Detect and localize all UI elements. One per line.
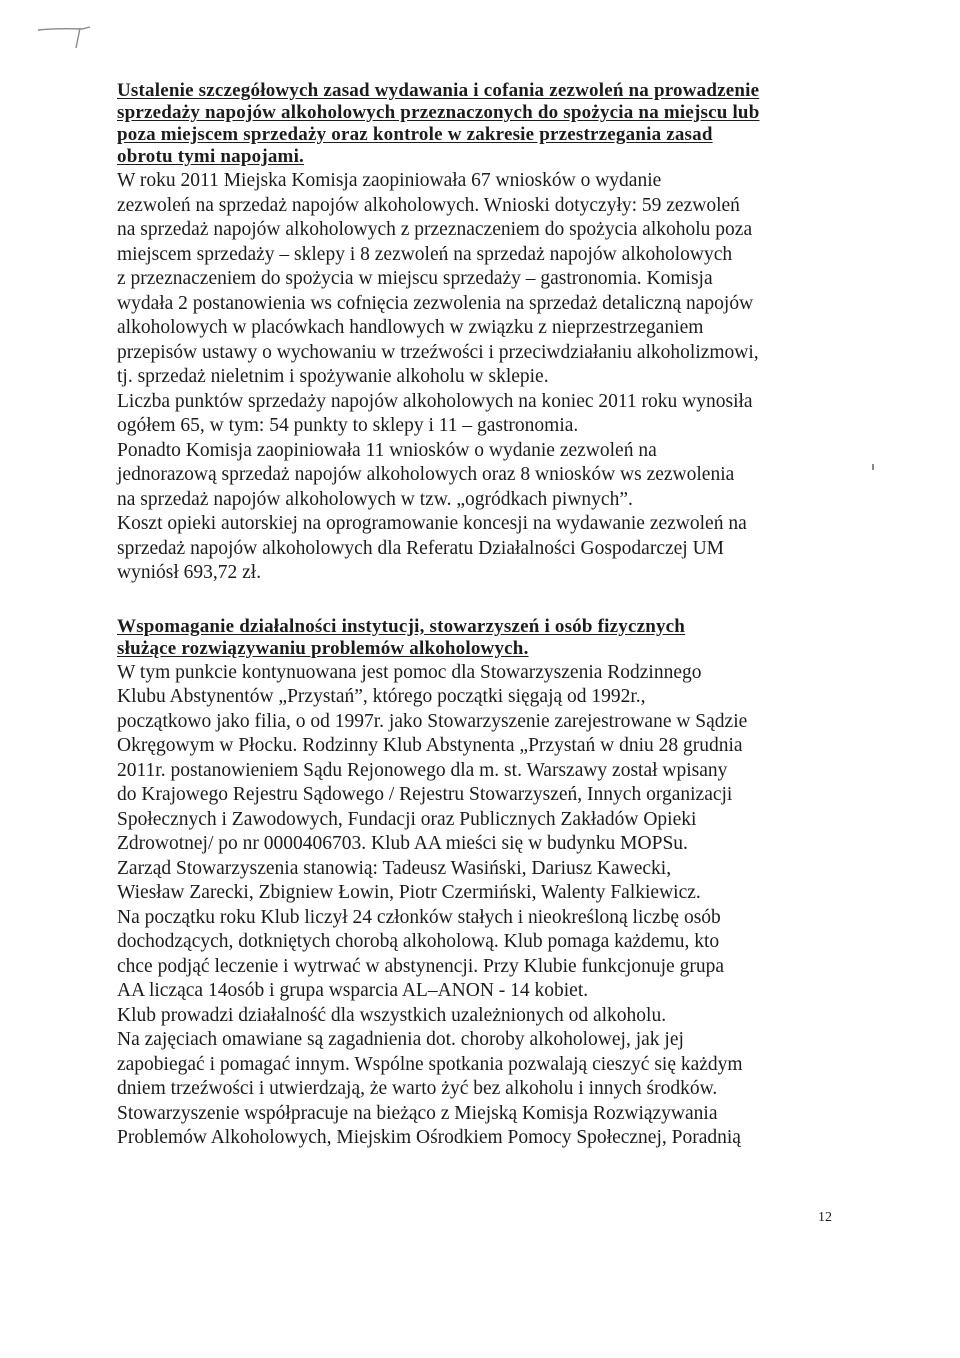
corner-fold-mark [36, 22, 96, 52]
page-number: 12 [818, 1210, 832, 1225]
section-heading: Wspomaganie działalności instytucji, stowarzyszeń i osób fizycznych służące rozwiązywaniu problemów alkoholowych. [117, 615, 686, 659]
section-body: W roku 2011 Miejska Komisja zaopiniowała 67 wniosków o wydanie zezwoleń na sprzedaż napojów alkoholowych. Wnioski dotyczyły: 59 zezwoleń na sprzedaż napojów alkoholowych z przeznaczeniem do spożycia alkoholu poza miejscem sprzedaży – sklepy i 8 zezwoleń na sprzedaż napojów alkoholowych z przeznaczeniem do spożycia w miejscu sprzedaży – gastronomia. Komisja wydała 2 postanowienia ws cofnięcia zezwolenia na sprzedaż detaliczną napojów alkoholowych w placówkach handlowych w związku z nieprzestrzeganiem przepisów ustawy o wychowaniu w trzeźwości i przeciwdziałaniu alkoholizmowi, tj. sprzedaż nieletnim i spożywanie alkoholu w sklepie. Liczba punktów sprzedaży napojów alkoholowych na koniec 2011 roku wynosiła ogółem 65, w tym: 54 punkty to sklepy i 11 – gastronomia. Ponadto Komisja zaopiniowała 11 wniosków o wydanie zezwoleń na jednorazową sprzedaż napojów alkoholowych oraz 8 wniosków ws zezwolenia na sprzedaż napojów alkoholowych w tzw. „ogródkach piwnych”. Koszt opieki autorskiej na oprogramowanie koncesji na wydawanie zezwoleń na sprzedaż napojów alkoholowych dla Referatu Działalności Gospodarczej UM wyniósł 693,72 zł. [117, 170, 759, 583]
scan-artifact [872, 464, 874, 470]
section-alcohol-permits [117, 80, 847, 586]
document-content [117, 80, 847, 1151]
section-heading: Ustalenie szczegółowych zasad wydawania i cofania zezwoleń na prowadzenie sprzedaży napojów alkoholowych przeznaczonych do spożycia na miejscu lub poza miejscem sprzedaży oraz kontrole w zakresie przestrzegania zasad obrotu tymi napojami. [117, 80, 760, 167]
section-support-institutions [117, 616, 847, 1151]
section-body: W tym punkcie kontynuowana jest pomoc dla Stowarzyszenia Rodzinnego Klubu Abstynentów „Przystań”, którego początki sięgają od 1992r., początkowo jako filia, o od 1997r. jako Stowarzyszenie zarejestrowane w Sądzie Okręgowym w Płocku. Rodzinny Klub Abstynenta „Przystań w dniu 28 grudnia 2011r. postanowieniem Sądu Rejonowego dla m. st. Warszawy został wpisany do Krajowego Rejestru Sądowego / Rejestru Stowarzyszeń, Innych organizacji Społecznych i Zawodowych, Fundacji oraz Publicznych Zakładów Opieki Zdrowotnej/ po nr 0000406703. Klub AA mieści się w budynku MOPSu. Zarząd Stowarzyszenia stanowią: Tadeusz Wasiński, Dariusz Kawecki, Wiesław Zarecki, Zbigniew Łowin, Piotr Czermiński, Walenty Falkiewicz. Na początku roku Klub liczył 24 członków stałych i nieokreśloną liczbę osób dochodzących, dotkniętych chorobą alkoholową. Klub pomaga każdemu, kto chce podjąć leczenie i wytrwać w abstynencji. Przy Klubie funkcjonuje grupa AA licząca 14osób i grupa wsparcia AL–ANON - 14 kobiet. Klub prowadzi działalność dla wszystkich uzależnionych od alkoholu. Na zajęciach omawiane są zagadnienia dot. choroby alkoholowej, jak jej zapobiegać i pomagać innym. Wspólne spotkania pozwalają cieszyć się każdym dniem trzeźwości i utwierdzają, że warto żyć bez alkoholu i innych środków. Stowarzyszenie współpracuje na bieżąco z Miejską Komisja Rozwiązywania Problemów Alkoholowych, Miejskim Ośrodkiem Pomocy Społecznej, Poradnią [117, 661, 748, 1148]
